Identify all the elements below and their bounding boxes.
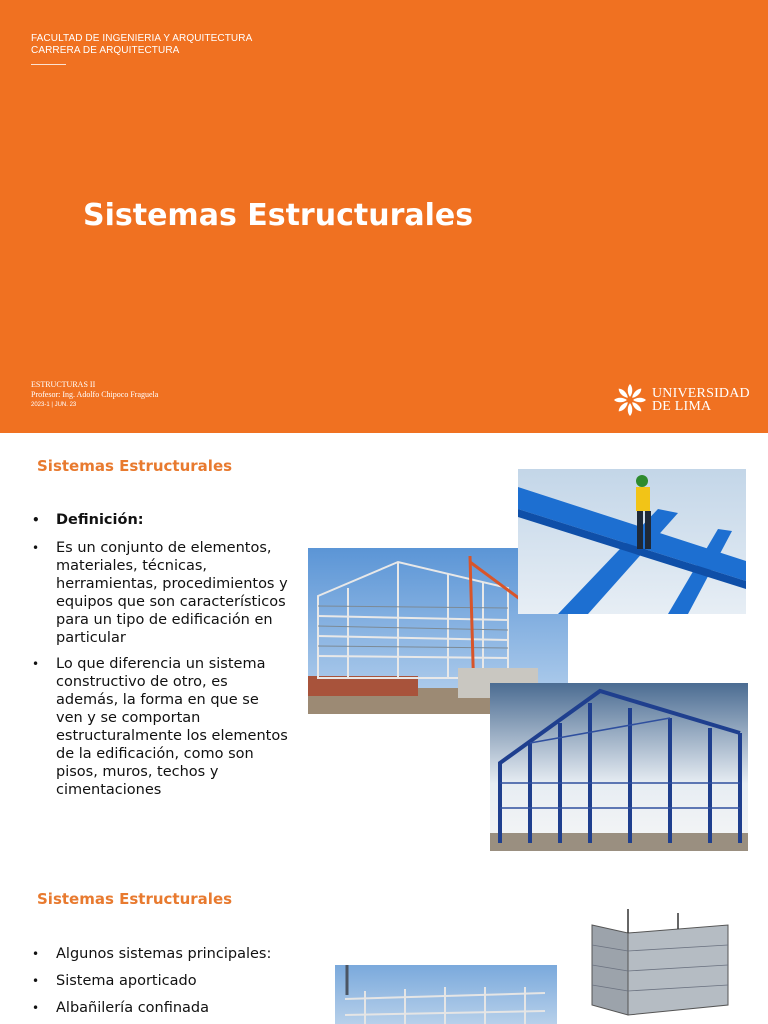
cover-slide	[0, 0, 768, 433]
university-name-line2: DE LIMA	[652, 399, 712, 414]
faculty-header	[31, 33, 252, 57]
definition-list	[30, 511, 290, 807]
list-item: • Sistema aporticado	[30, 972, 320, 990]
university-logo	[612, 382, 750, 418]
main-systems-slide	[0, 865, 768, 1024]
flower-logo-icon	[612, 382, 648, 418]
concrete-frame-photo	[335, 965, 557, 1024]
slide-title: Sistemas Estructurales	[37, 457, 233, 475]
career-line: CARRERA DE ARQUITECTURA	[31, 45, 180, 56]
course-info	[31, 380, 158, 410]
definition-slide	[0, 433, 768, 865]
course-name: ESTRUCTURAS II	[31, 380, 96, 389]
faculty-line: FACULTAD DE INGENIERIA Y ARQUITECTURA	[31, 33, 253, 44]
university-name-line1: UNIVERSIDAD	[652, 386, 750, 401]
course-date: 2023-1 | JUN. 23	[31, 402, 77, 408]
cover-title: Sistemas Estructurales	[83, 198, 474, 233]
list-item: • Definición:	[30, 511, 290, 529]
professor-name: Profesor: Ing. Adolfo Chipoco Fraguela	[31, 390, 159, 399]
header-divider	[31, 64, 66, 65]
steel-hall-frame-photo	[490, 683, 748, 851]
systems-list	[30, 945, 320, 1024]
list-item: • Es un conjunto de elementos, materiales, técnicas, herramientas, procedimientos y equipos que son característicos para un tipo de edificación en particular	[30, 539, 290, 647]
steel-worker-photo	[518, 469, 746, 614]
list-item: • Algunos sistemas principales:	[30, 945, 320, 963]
masonry-wall-photo	[578, 905, 738, 1024]
slide-title: Sistemas Estructurales	[37, 890, 233, 908]
list-item: • Albañilería confinada	[30, 999, 320, 1017]
list-item: • Lo que diferencia un sistema constructivo de otro, es además, la forma en que se ven y se comportan estructuralmente los elementos de la edificación, como son pisos, muros, techos y cimentaciones	[30, 655, 290, 799]
university-name	[652, 387, 750, 413]
